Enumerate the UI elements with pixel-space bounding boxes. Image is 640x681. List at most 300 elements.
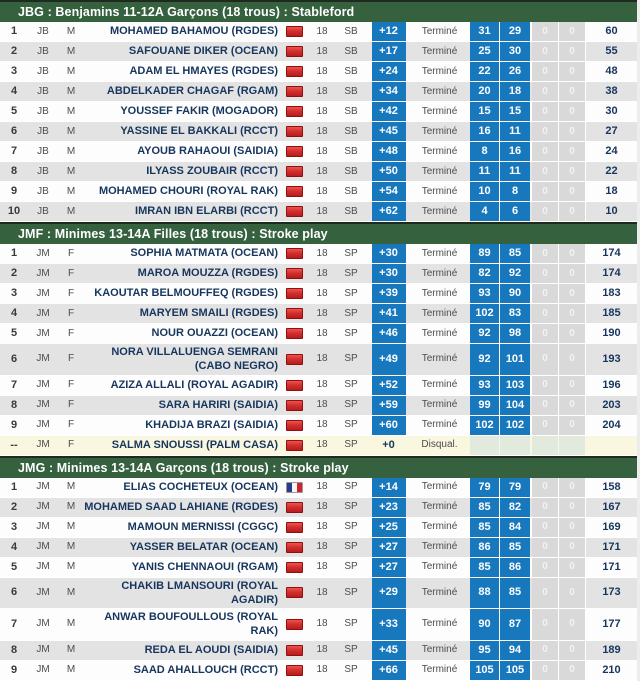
zero-cell-2: 0 bbox=[559, 578, 586, 609]
flag-cell bbox=[281, 416, 307, 435]
zero-cell-2: 0 bbox=[559, 558, 586, 577]
gender-cell: F bbox=[67, 247, 75, 259]
score-badge: +23 bbox=[372, 498, 406, 517]
player-row[interactable] bbox=[0, 22, 637, 42]
play-mode-cell: SP bbox=[344, 327, 358, 339]
flag-cell bbox=[281, 102, 307, 121]
zero-cell-1: 0 bbox=[532, 498, 559, 517]
morocco-flag-icon bbox=[286, 288, 303, 299]
round1-score: 89 bbox=[470, 244, 500, 263]
category-cell: JM bbox=[36, 501, 50, 513]
player-row[interactable] bbox=[0, 558, 637, 578]
rank-cell: -- bbox=[10, 438, 18, 451]
status-cell: Terminé bbox=[421, 541, 458, 553]
player-row[interactable] bbox=[0, 641, 637, 661]
rank-cell: 9 bbox=[10, 663, 18, 676]
category-cell: JM bbox=[36, 586, 50, 598]
player-name: MOHAMED SAAD LAHIANE (RGDES) bbox=[84, 500, 278, 513]
total-score: 171 bbox=[602, 540, 621, 553]
score-badge: +25 bbox=[372, 518, 406, 537]
gender-cell: F bbox=[67, 419, 75, 431]
morocco-flag-icon bbox=[286, 126, 303, 137]
round1-score: 99 bbox=[470, 396, 500, 415]
zero-cell-1: 0 bbox=[532, 538, 559, 557]
holes-cell: 18 bbox=[316, 419, 328, 431]
player-name: SOPHIA MATMATA (OCEAN) bbox=[130, 247, 278, 260]
morocco-flag-icon bbox=[286, 26, 303, 37]
flag-cell bbox=[281, 202, 307, 221]
flag-cell bbox=[281, 122, 307, 141]
play-mode-cell: SP bbox=[344, 618, 358, 630]
holes-cell: 18 bbox=[316, 85, 328, 97]
flag-cell bbox=[281, 661, 307, 680]
zero-cell-1: 0 bbox=[532, 102, 559, 121]
player-name: NOUR OUAZZI (OCEAN) bbox=[151, 327, 278, 340]
score-cell bbox=[365, 661, 412, 680]
player-name: AZIZA ALLALI (ROYAL AGADIR) bbox=[110, 378, 278, 391]
score-cell bbox=[365, 396, 412, 415]
holes-cell: 18 bbox=[316, 353, 328, 365]
rank-cell: 6 bbox=[10, 586, 18, 599]
holes-cell: 18 bbox=[316, 586, 328, 598]
player-name: ELIAS COCHETEUX (OCEAN) bbox=[123, 480, 278, 493]
round1-score: 88 bbox=[470, 578, 500, 609]
player-row[interactable] bbox=[0, 42, 637, 62]
category-cell: JM bbox=[36, 327, 50, 339]
holes-cell: 18 bbox=[316, 644, 328, 656]
gender-cell: M bbox=[66, 25, 76, 37]
total-score: 158 bbox=[602, 480, 621, 493]
flag-cell bbox=[281, 304, 307, 323]
play-mode-cell: SB bbox=[344, 205, 358, 217]
total-score: 185 bbox=[602, 306, 621, 319]
category-cell: JB bbox=[37, 165, 49, 177]
status-cell: Terminé bbox=[421, 85, 458, 97]
category-cell: JB bbox=[37, 125, 49, 137]
morocco-flag-icon bbox=[286, 166, 303, 177]
rank-cell: 3 bbox=[10, 520, 18, 533]
zero-cell-1: 0 bbox=[532, 202, 559, 221]
zero-cell-2 bbox=[559, 436, 586, 455]
total-score: 171 bbox=[602, 560, 621, 573]
score-badge: +52 bbox=[372, 376, 406, 395]
round2-score: 105 bbox=[500, 661, 530, 680]
status-cell: Terminé bbox=[421, 165, 458, 177]
player-row[interactable] bbox=[0, 416, 637, 436]
holes-cell: 18 bbox=[316, 501, 328, 513]
zero-cell-1: 0 bbox=[532, 244, 559, 263]
round1-score: 92 bbox=[470, 344, 500, 375]
player-row[interactable] bbox=[0, 498, 637, 518]
player-row[interactable] bbox=[0, 244, 637, 264]
flag-cell bbox=[281, 578, 307, 609]
round2-score: 92 bbox=[500, 264, 530, 283]
zero-cell-1: 0 bbox=[532, 304, 559, 323]
score-badge: +45 bbox=[372, 122, 406, 141]
play-mode-cell: SB bbox=[344, 65, 358, 77]
category-cell: JM bbox=[36, 419, 50, 431]
player-name: MARYEM SMAILI (RGDES) bbox=[139, 307, 278, 320]
play-mode-cell: SP bbox=[344, 644, 358, 656]
player-row[interactable] bbox=[0, 478, 637, 498]
player-name: YASSER BELATAR (OCEAN) bbox=[129, 540, 278, 553]
score-badge: +27 bbox=[372, 538, 406, 557]
morocco-flag-icon bbox=[286, 308, 303, 319]
player-name: ABDELKADER CHAGAF (RGAM) bbox=[106, 85, 278, 98]
rank-cell: 10 bbox=[7, 204, 21, 217]
player-name: YOUSSEF FAKIR (MOGADOR) bbox=[120, 105, 278, 118]
rank-cell: 1 bbox=[10, 480, 18, 493]
zero-cell-2: 0 bbox=[559, 122, 586, 141]
gender-cell: M bbox=[66, 165, 76, 177]
category-cell: JM bbox=[36, 287, 50, 299]
player-name: MAMOUN MERNISSI (CGGC) bbox=[127, 520, 278, 533]
player-row[interactable] bbox=[0, 436, 637, 456]
holes-cell: 18 bbox=[316, 267, 328, 279]
gender-cell: F bbox=[67, 353, 75, 365]
player-name: SALMA SNOUSSI (PALM CASA) bbox=[111, 438, 278, 451]
player-row[interactable] bbox=[0, 82, 637, 102]
total-score: 169 bbox=[602, 520, 621, 533]
holes-cell: 18 bbox=[316, 165, 328, 177]
player-row[interactable] bbox=[0, 62, 637, 82]
total-score: 48 bbox=[605, 64, 618, 77]
zero-cell-2: 0 bbox=[559, 202, 586, 221]
section-header-JMG bbox=[0, 456, 637, 478]
holes-cell: 18 bbox=[316, 247, 328, 259]
rank-cell: 1 bbox=[10, 24, 18, 37]
round1-score: 105 bbox=[470, 661, 500, 680]
play-mode-cell: SB bbox=[344, 45, 358, 57]
morocco-flag-icon bbox=[286, 619, 303, 630]
score-cell bbox=[365, 182, 412, 201]
category-cell: JM bbox=[36, 439, 50, 451]
status-cell: Terminé bbox=[421, 287, 458, 299]
holes-cell: 18 bbox=[316, 105, 328, 117]
score-cell bbox=[365, 82, 412, 101]
flag-cell bbox=[281, 244, 307, 263]
score-cell bbox=[365, 142, 412, 161]
zero-cell-2: 0 bbox=[559, 498, 586, 517]
flag-cell bbox=[281, 478, 307, 497]
score-cell bbox=[365, 42, 412, 61]
total-score: 204 bbox=[602, 418, 621, 431]
total-score bbox=[586, 436, 637, 455]
flag-cell bbox=[281, 436, 307, 455]
round1-score: 102 bbox=[470, 304, 500, 323]
morocco-flag-icon bbox=[286, 268, 303, 279]
round1-score: 85 bbox=[470, 498, 500, 517]
round2-score: 104 bbox=[500, 396, 530, 415]
total-score: 27 bbox=[605, 124, 618, 137]
gender-cell: F bbox=[67, 287, 75, 299]
player-row[interactable] bbox=[0, 661, 637, 681]
round1-score: 11 bbox=[470, 162, 500, 181]
player-row[interactable] bbox=[0, 304, 637, 324]
status-cell: Terminé bbox=[421, 561, 458, 573]
category-cell: JM bbox=[36, 267, 50, 279]
status-cell: Terminé bbox=[421, 205, 458, 217]
rank-cell: 7 bbox=[10, 378, 18, 391]
total-score: 183 bbox=[602, 286, 621, 299]
round1-score: 25 bbox=[470, 42, 500, 61]
rank-cell: 2 bbox=[10, 266, 18, 279]
score-cell bbox=[365, 244, 412, 263]
round1-score: 15 bbox=[470, 102, 500, 121]
zero-cell-1: 0 bbox=[532, 609, 559, 640]
morocco-flag-icon bbox=[286, 66, 303, 77]
flag-cell bbox=[281, 376, 307, 395]
category-cell: JM bbox=[36, 664, 50, 676]
round2-score: 90 bbox=[500, 284, 530, 303]
zero-cell-2: 0 bbox=[559, 182, 586, 201]
total-score: 24 bbox=[605, 144, 618, 157]
player-name: MOHAMED BAHAMOU (RGDES) bbox=[109, 25, 278, 38]
round1-score: 4 bbox=[470, 202, 500, 221]
gender-cell: M bbox=[66, 145, 76, 157]
play-mode-cell: SP bbox=[344, 664, 358, 676]
holes-cell: 18 bbox=[316, 125, 328, 137]
holes-cell: 18 bbox=[316, 287, 328, 299]
status-cell: Terminé bbox=[421, 419, 458, 431]
score-badge: +62 bbox=[372, 202, 406, 221]
play-mode-cell: SP bbox=[344, 287, 358, 299]
total-score: 193 bbox=[602, 352, 621, 365]
score-cell bbox=[365, 284, 412, 303]
player-row[interactable] bbox=[0, 396, 637, 416]
round2-score: 15 bbox=[500, 102, 530, 121]
score-badge: +27 bbox=[372, 558, 406, 577]
round2-score: 16 bbox=[500, 142, 530, 161]
round1-score: 22 bbox=[470, 62, 500, 81]
zero-cell-2: 0 bbox=[559, 62, 586, 81]
gender-cell: M bbox=[66, 481, 76, 493]
status-cell: Terminé bbox=[421, 664, 458, 676]
status-cell: Terminé bbox=[421, 618, 458, 630]
holes-cell: 18 bbox=[316, 205, 328, 217]
total-score: 167 bbox=[602, 500, 621, 513]
category-cell: JM bbox=[36, 399, 50, 411]
score-cell bbox=[365, 344, 412, 375]
holes-cell: 18 bbox=[316, 145, 328, 157]
zero-cell-2: 0 bbox=[559, 304, 586, 323]
score-badge: +41 bbox=[372, 304, 406, 323]
round1-score: 82 bbox=[470, 264, 500, 283]
play-mode-cell: SP bbox=[344, 586, 358, 598]
section-title: JMG : Minimes 13-14A Garçons (18 trous) : Stroke play bbox=[18, 460, 349, 475]
category-cell: JM bbox=[36, 561, 50, 573]
rank-cell: 8 bbox=[10, 398, 18, 411]
player-name: SARA HARIRI (SAIDIA) bbox=[158, 398, 278, 411]
rank-cell: 3 bbox=[10, 64, 18, 77]
score-badge: +45 bbox=[372, 641, 406, 660]
zero-cell-2: 0 bbox=[559, 162, 586, 181]
total-score: 210 bbox=[602, 663, 621, 676]
round2-score: 101 bbox=[500, 344, 530, 375]
category-cell: JM bbox=[36, 618, 50, 630]
score-badge: +30 bbox=[372, 264, 406, 283]
score-badge: +46 bbox=[372, 324, 406, 343]
section-header-JMF bbox=[0, 222, 637, 244]
morocco-flag-icon bbox=[286, 440, 303, 451]
player-name: KHADIJA BRAZI (SAIDIA) bbox=[145, 418, 278, 431]
round1-score: 79 bbox=[470, 478, 500, 497]
gender-cell: M bbox=[66, 521, 76, 533]
player-row[interactable] bbox=[0, 162, 637, 182]
morocco-flag-icon bbox=[286, 587, 303, 598]
status-cell: Terminé bbox=[421, 353, 458, 365]
play-mode-cell: SP bbox=[344, 307, 358, 319]
round2-score: 85 bbox=[500, 538, 530, 557]
score-badge: +59 bbox=[372, 396, 406, 415]
total-score: 190 bbox=[602, 326, 621, 339]
player-name: ANWAR BOUFOULLOUS (ROYAL RAK) bbox=[104, 611, 278, 638]
play-mode-cell: SB bbox=[344, 145, 358, 157]
gender-cell: M bbox=[66, 541, 76, 553]
player-name: IMRAN IBN ELARBI (RCCT) bbox=[135, 205, 278, 218]
flag-cell bbox=[281, 518, 307, 537]
category-cell: JM bbox=[36, 644, 50, 656]
gender-cell: M bbox=[66, 105, 76, 117]
rank-cell: 7 bbox=[10, 144, 18, 157]
morocco-flag-icon bbox=[286, 86, 303, 97]
flag-cell bbox=[281, 284, 307, 303]
rank-cell: 9 bbox=[10, 184, 18, 197]
holes-cell: 18 bbox=[316, 185, 328, 197]
score-badge: +14 bbox=[372, 478, 406, 497]
morocco-flag-icon bbox=[286, 522, 303, 533]
player-row[interactable] bbox=[0, 284, 637, 304]
score-cell bbox=[365, 122, 412, 141]
status-cell: Terminé bbox=[421, 501, 458, 513]
gender-cell: M bbox=[66, 125, 76, 137]
zero-cell-2: 0 bbox=[559, 102, 586, 121]
rank-cell: 3 bbox=[10, 286, 18, 299]
player-name: SAFOUANE DIKER (OCEAN) bbox=[128, 45, 278, 58]
section-title: JMF : Minimes 13-14A Filles (18 trous) : Stroke play bbox=[18, 227, 328, 241]
rank-cell: 4 bbox=[10, 84, 18, 97]
total-score: 10 bbox=[605, 204, 618, 217]
player-row[interactable] bbox=[0, 202, 637, 222]
morocco-flag-icon bbox=[286, 206, 303, 217]
round2-score: 29 bbox=[500, 22, 530, 41]
score-badge: +0 bbox=[382, 438, 395, 451]
total-score: 196 bbox=[602, 378, 621, 391]
zero-cell-1: 0 bbox=[532, 578, 559, 609]
player-row[interactable] bbox=[0, 376, 637, 396]
round1-score: 31 bbox=[470, 22, 500, 41]
player-row[interactable] bbox=[0, 538, 637, 558]
player-row[interactable] bbox=[0, 142, 637, 162]
player-row[interactable] bbox=[0, 344, 637, 376]
status-cell: Terminé bbox=[421, 327, 458, 339]
round2-score: 86 bbox=[500, 558, 530, 577]
zero-cell-1: 0 bbox=[532, 42, 559, 61]
category-cell: JM bbox=[36, 521, 50, 533]
category-cell: JB bbox=[37, 145, 49, 157]
rank-cell: 6 bbox=[10, 124, 18, 137]
flag-cell bbox=[281, 324, 307, 343]
player-row[interactable] bbox=[0, 518, 637, 538]
player-row[interactable] bbox=[0, 264, 637, 284]
zero-cell-2: 0 bbox=[559, 42, 586, 61]
score-cell bbox=[365, 538, 412, 557]
gender-cell: M bbox=[66, 45, 76, 57]
score-cell bbox=[365, 478, 412, 497]
flag-cell bbox=[281, 641, 307, 660]
rank-cell: 5 bbox=[10, 560, 18, 573]
morocco-flag-icon bbox=[286, 248, 303, 259]
zero-cell-1 bbox=[532, 436, 559, 455]
rank-cell: 2 bbox=[10, 44, 18, 57]
score-cell bbox=[365, 641, 412, 660]
player-row[interactable] bbox=[0, 578, 637, 610]
zero-cell-1: 0 bbox=[532, 182, 559, 201]
round2-score: 30 bbox=[500, 42, 530, 61]
zero-cell-1: 0 bbox=[532, 22, 559, 41]
player-name: MOHAMED CHOURI (ROYAL RAK) bbox=[98, 185, 278, 198]
round1-score: 90 bbox=[470, 609, 500, 640]
play-mode-cell: SB bbox=[344, 185, 358, 197]
zero-cell-1: 0 bbox=[532, 62, 559, 81]
play-mode-cell: SB bbox=[344, 105, 358, 117]
zero-cell-1: 0 bbox=[532, 396, 559, 415]
round1-score: 86 bbox=[470, 538, 500, 557]
gender-cell: M bbox=[66, 586, 76, 598]
zero-cell-2: 0 bbox=[559, 142, 586, 161]
category-cell: JB bbox=[37, 85, 49, 97]
score-badge: +50 bbox=[372, 162, 406, 181]
player-row[interactable] bbox=[0, 182, 637, 202]
score-cell bbox=[365, 62, 412, 81]
zero-cell-2: 0 bbox=[559, 22, 586, 41]
round1-score: 85 bbox=[470, 558, 500, 577]
morocco-flag-icon bbox=[286, 562, 303, 573]
morocco-flag-icon bbox=[286, 186, 303, 197]
status-cell: Terminé bbox=[421, 65, 458, 77]
zero-cell-1: 0 bbox=[532, 416, 559, 435]
zero-cell-1: 0 bbox=[532, 518, 559, 537]
zero-cell-2: 0 bbox=[559, 518, 586, 537]
rank-cell: 5 bbox=[10, 104, 18, 117]
rank-cell: 8 bbox=[10, 164, 18, 177]
play-mode-cell: SP bbox=[344, 521, 358, 533]
zero-cell-1: 0 bbox=[532, 324, 559, 343]
status-cell: Terminé bbox=[421, 586, 458, 598]
player-row[interactable] bbox=[0, 102, 637, 122]
rank-cell: 2 bbox=[10, 500, 18, 513]
category-cell: JM bbox=[36, 353, 50, 365]
section-title: JBG : Benjamins 11-12A Garçons (18 trous) : Stableford bbox=[18, 5, 355, 19]
player-row[interactable] bbox=[0, 609, 637, 641]
zero-cell-1: 0 bbox=[532, 344, 559, 375]
status-cell: Terminé bbox=[421, 247, 458, 259]
flag-cell bbox=[281, 558, 307, 577]
score-badge: +60 bbox=[372, 416, 406, 435]
round2-score: 82 bbox=[500, 498, 530, 517]
flag-cell bbox=[281, 396, 307, 415]
holes-cell: 18 bbox=[316, 541, 328, 553]
player-row[interactable] bbox=[0, 324, 637, 344]
player-row[interactable] bbox=[0, 122, 637, 142]
play-mode-cell: SB bbox=[344, 25, 358, 37]
morocco-flag-icon bbox=[286, 420, 303, 431]
score-cell bbox=[365, 609, 412, 640]
zero-cell-2: 0 bbox=[559, 376, 586, 395]
zero-cell-1: 0 bbox=[532, 82, 559, 101]
play-mode-cell: SP bbox=[344, 419, 358, 431]
category-cell: JB bbox=[37, 25, 49, 37]
